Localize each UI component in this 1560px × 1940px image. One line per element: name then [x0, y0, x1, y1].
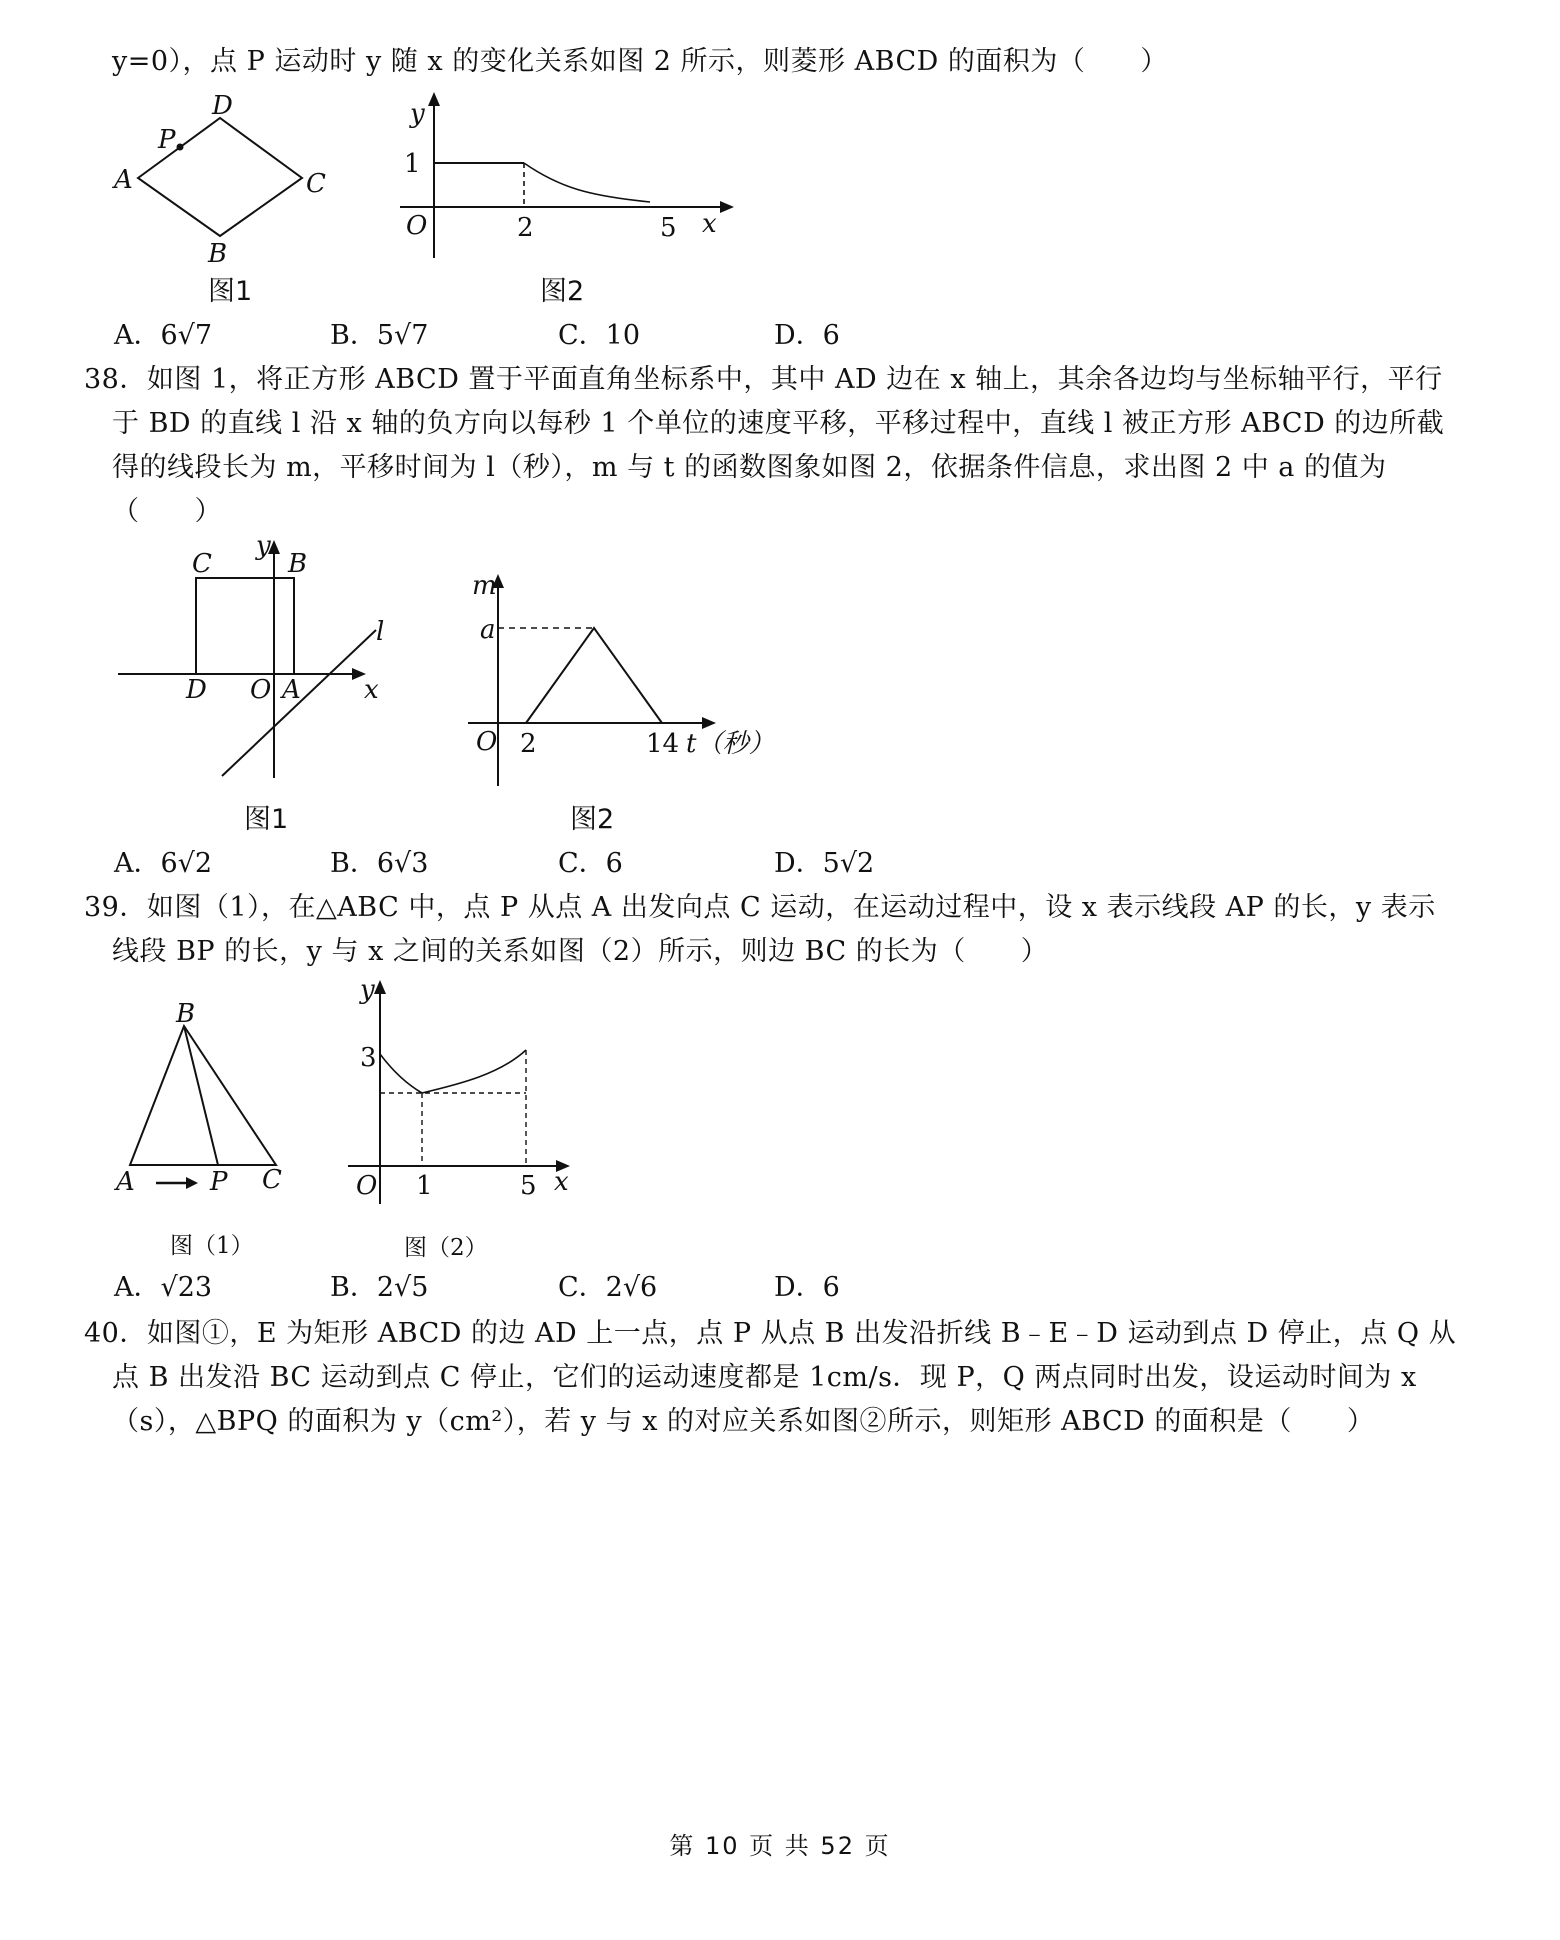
q37-fig2-caption: 图2	[540, 276, 585, 307]
q38-option-a[interactable]: A．6√2	[114, 848, 213, 879]
q38-fig2-label-a: a	[480, 615, 496, 645]
page-footer: 第 10 页 共 52 页	[669, 1832, 891, 1860]
q38-fig2-label-t: t（秒）	[686, 729, 775, 759]
q37-fig1-label-A: A	[114, 165, 133, 195]
q39-fig1-label-B: B	[176, 999, 196, 1029]
q37-fig2-graph	[390, 92, 750, 272]
q38-fig2-graph	[466, 568, 775, 788]
q39-fig2-graph	[340, 976, 580, 1206]
q39-fig2-label-x: x	[554, 1167, 569, 1197]
q39-fig2-label-O: O	[356, 1171, 378, 1201]
q39-fig2-tick-1: 1	[416, 1171, 433, 1201]
q39-fig1-caption: 图（1）	[170, 1233, 254, 1259]
q39-option-c[interactable]: C．2√6	[558, 1272, 658, 1303]
q37-fig1-label-C: C	[306, 169, 326, 199]
q37-fig2-tick-5: 5	[660, 213, 677, 243]
q39-fig1-label-C: C	[262, 1165, 282, 1195]
q38-fig1-label-C: C	[192, 549, 212, 579]
q37-option-c[interactable]: C．10	[558, 320, 641, 351]
q38-fig1-label-y: y	[256, 531, 271, 561]
q39-fig2-caption: 图（2）	[404, 1235, 488, 1261]
q37-fig2-label-x: x	[702, 209, 717, 239]
q38-option-c[interactable]: C．6	[558, 848, 623, 879]
q38-fig2-tick-14: 14	[646, 729, 680, 759]
q37-fig1-label-B: B	[208, 239, 228, 269]
q39-fig1-label-A: A	[116, 1167, 135, 1197]
q39-option-b[interactable]: B．2√5	[330, 1272, 429, 1303]
q38-stem-line-3: 得的线段长为 m，平移时间为 l（秒），m 与 t 的函数图象如图 2，依据条件信息，求出图 2 中 a 的值为	[112, 452, 1387, 483]
q38-fig1-label-l: l	[376, 617, 385, 647]
q39-stem-line-2: 线段 BP 的长，y 与 x 之间的关系如图（2）所示，则边 BC 的长为（ ）	[112, 936, 1049, 967]
q39-stem-line-1: 39．如图（1），在△ABC 中，点 P 从点 A 出发向点 C 运动，在运动过程中，设 x 表示线段 AP 的长，y 表示	[84, 892, 1436, 923]
q37-fig1-label-D: D	[212, 91, 233, 121]
q37-fig1-caption: 图1	[208, 276, 253, 307]
q39-fig1-label-P: P	[210, 1167, 228, 1197]
q37-fig2-tick-1: 1	[404, 149, 421, 179]
q38-fig2-caption: 图2	[570, 804, 615, 835]
q39-fig1-triangle	[110, 1000, 310, 1200]
q37-fig1-label-P: P	[158, 125, 176, 155]
q38-fig2-tick-2: 2	[520, 729, 537, 759]
q38-fig1-label-A: A	[282, 675, 301, 705]
q38-stem-line-4: （ ）	[112, 496, 222, 527]
q38-fig1-square-graph	[110, 531, 410, 784]
q37-stem-tail: y=0），点 P 运动时 y 随 x 的变化关系如图 2 所示，则菱形 ABCD 的面积为（ ）	[112, 46, 1168, 77]
q37-option-d[interactable]: D．6	[774, 320, 840, 351]
q40-stem-line-1: 40．如图①，E 为矩形 ABCD 的边 AD 上一点，点 P 从点 B 出发沿折线 B﹣E﹣D 运动到点 D 停止，点 Q 从	[84, 1318, 1457, 1349]
q38-option-d[interactable]: D．5√2	[774, 848, 875, 879]
q37-fig1-rhombus	[110, 90, 350, 270]
q38-fig2-label-O: O	[476, 727, 498, 757]
q38-fig1-label-x: x	[364, 675, 379, 705]
q38-fig2-label-m: m	[472, 571, 497, 601]
q37-fig2-label-O: O	[406, 211, 428, 241]
q40-stem-line-3: （s），△BPQ 的面积为 y（cm²），若 y 与 x 的对应关系如图②所示，则矩形 ABCD 的面积是（ ）	[112, 1406, 1375, 1437]
q38-stem-line-2: 于 BD 的直线 l 沿 x 轴的负方向以每秒 1 个单位的速度平移，平移过程中，直线 l 被正方形 ABCD 的边所截	[112, 408, 1445, 439]
q38-option-b[interactable]: B．6√3	[330, 848, 429, 879]
q39-option-d[interactable]: D．6	[774, 1272, 840, 1303]
q39-fig2-tick-3: 3	[360, 1043, 377, 1073]
q37-fig2-tick-2: 2	[517, 213, 534, 243]
q38-fig1-label-D: D	[186, 675, 207, 705]
q39-fig2-label-y: y	[360, 975, 375, 1005]
q40-stem-line-2: 点 B 出发沿 BC 运动到点 C 停止，它们的运动速度都是 1cm/s．现 P，Q 两点同时出发，设运动时间为 x	[112, 1362, 1417, 1393]
q38-fig1-label-O: O	[250, 675, 272, 705]
q38-fig1-caption: 图1	[244, 804, 289, 835]
q38-stem-line-1: 38．如图 1，将正方形 ABCD 置于平面直角坐标系中，其中 AD 边在 x 轴上，其余各边均与坐标轴平行，平行	[84, 364, 1443, 395]
q39-option-a[interactable]: A．√23	[114, 1272, 213, 1303]
q38-fig1-label-B: B	[288, 549, 308, 579]
q37-option-a[interactable]: A．6√7	[114, 320, 213, 351]
q37-option-b[interactable]: B．5√7	[330, 320, 429, 351]
q39-fig2-tick-5: 5	[520, 1171, 537, 1201]
q37-fig2-label-y: y	[410, 99, 425, 129]
